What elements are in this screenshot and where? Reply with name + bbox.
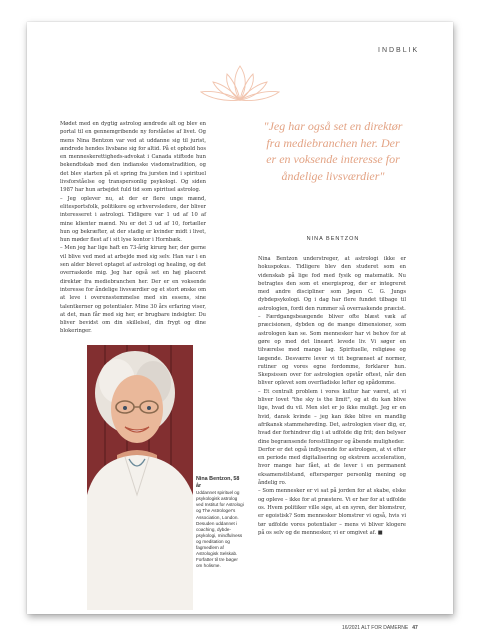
paragraph: Mødet med en dygtig astrolog ændrede alt og blev en portal til en gennemgribende ny forståelse af livet. Og mens Nina Bentzon var ved at uddanne sig til jurist, ændrede hendes livsbane sig for altid. På et ophold hos en menneskerettigheds-advokat i Canada stiftede hun bekendtskab med den indianske visdomstradition, og det blev starten på et spring fra jursten ind i spirituel livsforståelse og transpersonlig psykologi. Og siden 1987 har hun arbejdet fuld tid som spirituel astrolog. — [60, 121, 207, 194]
section-label: INDBLIK — [378, 47, 420, 54]
caption-name: Nina Bentzon, 58 år — [196, 476, 240, 489]
pull-quote: "Jeg har også set en direktør fra mediebranchen her. Der er en voksende interesse for åndelige livsværdier" — [263, 119, 403, 183]
paragraph: Derfor er det også indlysende for astrologen, at vi efter en periode med digitalisering og ekstrem acceleration, hvor mange har fået, at de lever i en permanent eksamenstilstand, efterspørger personlig mening og åndelig ro. — [258, 446, 406, 487]
article-column-right — [258, 255, 406, 537]
article-column-left — [60, 120, 206, 336]
paragraph: – Færdgangsbeægende bliver ofte blæst væk af præcisionen, dybden og de mange dimensioner, som astrologen kan se. Som mennesker har vi behov for at gøre op med det lineært levede liv. Vi søger en tilværelse med mange lag. Spirituelle, religiøse og lægende. Desværre lever vi tit begrænset af normer, rutiner og vores egne fordomme, forklarer hun. Skepsissen over for astrologien opstår oftest, når den bliver oplevet som overfladiske lefter og spådomme. — [258, 314, 406, 387]
lotus-icon — [195, 60, 285, 105]
paragraph: – Jeg oplever nu, at der er flere unge mænd, elitesportsfolk, politikere og erhvervsledere, der bliver interesseret i astrologi. Tidligere var 1 ud af 10 af mine klienter mænd. Nu er det 3 ud af 10, fortæller hun og bekræfter, at der stadig er kvinder midt i livet, hun møder flest af i sit lyse kontor i Hornbæk. — [60, 195, 206, 244]
page-number: 47 — [412, 625, 418, 631]
paragraph: – Et centralt problem i vores kultur har været, at vi bliver lovet "the sky is the limit", og at du kan blive lige, hvad du vil. Men slet er jo ikke muligt. Jeg er en hvid, dansk kvinde – jeg kan ikke blive en mandlig afrikansk stammehøvding. Det, astrologien viser dig, er, hvad der forhindrer dig i at udfolde dig frit; den belyser dine begrænsende forestillinger og åbende muligheder. — [258, 388, 406, 445]
paragraph: – Som mennesker er vi sat på jorden for at skabe, elske og opleve – ikke for at præstere. Vi er her for at udfolde os. Hvem politiker ville sige, at en syren, der blomstrer, er egoistisk? Som mennesker blomstrer vi også, hvis vi tør udfolde vores potentialer – mens vi bliver klogere på os selv og de mennesker, vi er omgivet af. ■ — [258, 488, 406, 536]
portrait-photo — [87, 345, 193, 610]
quote-author: NINA BENTZON — [306, 236, 360, 242]
caption-text: Uddannet spirituel og psykologisk astrolog ved Institut for Astrologi og The Astrologer's Association, London. Desuden uddannet i coaching, dybde-psykologi, mindfulness og meditation og fagmedlem af Astrologisk Selskab. Forfatter til tre bøger om holisme. — [196, 490, 244, 569]
paragraph: – Men jeg har lige haft en 73-årig kirurg her, der gerne vil blive ved med at arbejde med sig selv. Han var i en sen alder blevet optaget af astrologi og healing, og det overraskede mig. Jeg har også set en høj placeret direktør fra mediebranchen her. Der er en voksende interesse for åndelige livsværdier og et stort ønske om at leve i overensstemmelse med sin essens, sine talentkerner og potentialer. Mine 30 års erfaring viser, at det, man får med sig her, er brugbare indsigter. Du bliver bevidst om din skillelsel, din frygt og dine blokeringer. — [60, 245, 206, 335]
issue-label: 16/2021 ALT FOR DAMERNE — [342, 625, 409, 631]
photo-caption — [196, 476, 244, 569]
page-footer — [342, 625, 418, 631]
paragraph: Nina Bentzon understreger, at astrologi ikke er hokuspokus. Tidligere blev den studeret som en videnskab på lige fod med fysik og matematik. Nu betragtes den som et energisprog, der er integreret med andre discipliner som Jøgen C. G. Jungs dybdepsykologi. Og i dag har flere fundet tilbage til astrologien, fordi den rummer så overraskende præcist. — [258, 256, 406, 312]
